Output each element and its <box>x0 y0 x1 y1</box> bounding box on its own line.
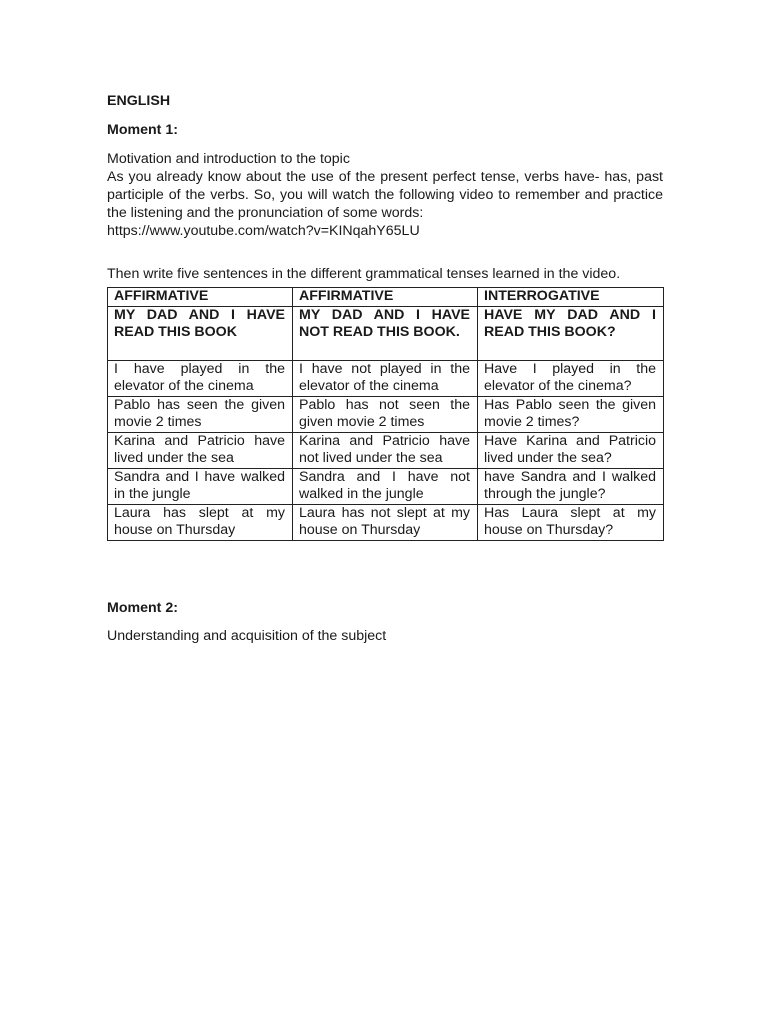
table-cell: Sandra and I have walked in the jungle <box>108 468 293 504</box>
moment1-intro <box>107 150 663 240</box>
table-cell: Karina and Patricio have not lived under the sea <box>293 432 478 468</box>
table-cell: I have played in the elevator of the cinema <box>108 360 293 396</box>
example-cell: HAVE MY DAD AND I READ THIS BOOK? <box>478 306 664 360</box>
header-interrogative: INTERROGATIVE <box>478 288 664 307</box>
moment2-subtitle: Understanding and acquisition of the subject <box>107 627 387 644</box>
example-cell: MY DAD AND I HAVE READ THIS BOOK <box>108 306 293 360</box>
table-row <box>108 360 664 396</box>
table-cell: Has Laura slept at my house on Thursday? <box>478 504 664 540</box>
table-cell: Pablo has seen the given movie 2 times <box>108 396 293 432</box>
table-cell: Pablo has not seen the given movie 2 times <box>293 396 478 432</box>
moment1-heading: Moment 1: <box>107 122 178 138</box>
table-example-row <box>108 306 664 360</box>
table-cell: Have I played in the elevator of the cinema? <box>478 360 664 396</box>
table-cell: Laura has slept at my house on Thursday <box>108 504 293 540</box>
document-page <box>107 90 663 645</box>
example-cell: MY DAD AND I HAVE NOT READ THIS BOOK. <box>293 306 478 360</box>
document-title: ENGLISH <box>107 93 171 109</box>
header-affirmative-1: AFFIRMATIVE <box>108 288 293 307</box>
moment2-heading: Moment 2: <box>107 599 178 616</box>
table-row <box>108 432 664 468</box>
table-row <box>108 504 664 540</box>
table-cell: Have Karina and Patricio lived under the sea? <box>478 432 664 468</box>
table-row <box>108 468 664 504</box>
tenses-table <box>107 287 664 541</box>
table-cell: Karina and Patricio have lived under the sea <box>108 432 293 468</box>
table-cell: have Sandra and I walked through the jungle? <box>478 468 664 504</box>
moment1-body: As you already know about the use of the present perfect tense, verbs have- has, past participle of the verbs. So, you will watch the following video to remember and practice the listening and the pronunciation of some words: <box>107 169 663 221</box>
table-header-row <box>108 288 664 307</box>
table-cell: Has Pablo seen the given movie 2 times? <box>478 396 664 432</box>
table-cell: Laura has not slept at my house on Thursday <box>293 504 478 540</box>
table-cell: Sandra and I have not walked in the jungle <box>293 468 478 504</box>
moment1-subtitle: Motivation and introduction to the topic <box>107 151 350 167</box>
moment1-instruction: Then write five sentences in the different grammatical tenses learned in the video. <box>107 266 621 282</box>
video-link[interactable]: https://www.youtube.com/watch?v=KINqahY65LU <box>107 223 420 239</box>
table-cell: I have not played in the elevator of the cinema <box>293 360 478 396</box>
header-affirmative-2: AFFIRMATIVE <box>293 288 478 307</box>
table-row <box>108 396 664 432</box>
